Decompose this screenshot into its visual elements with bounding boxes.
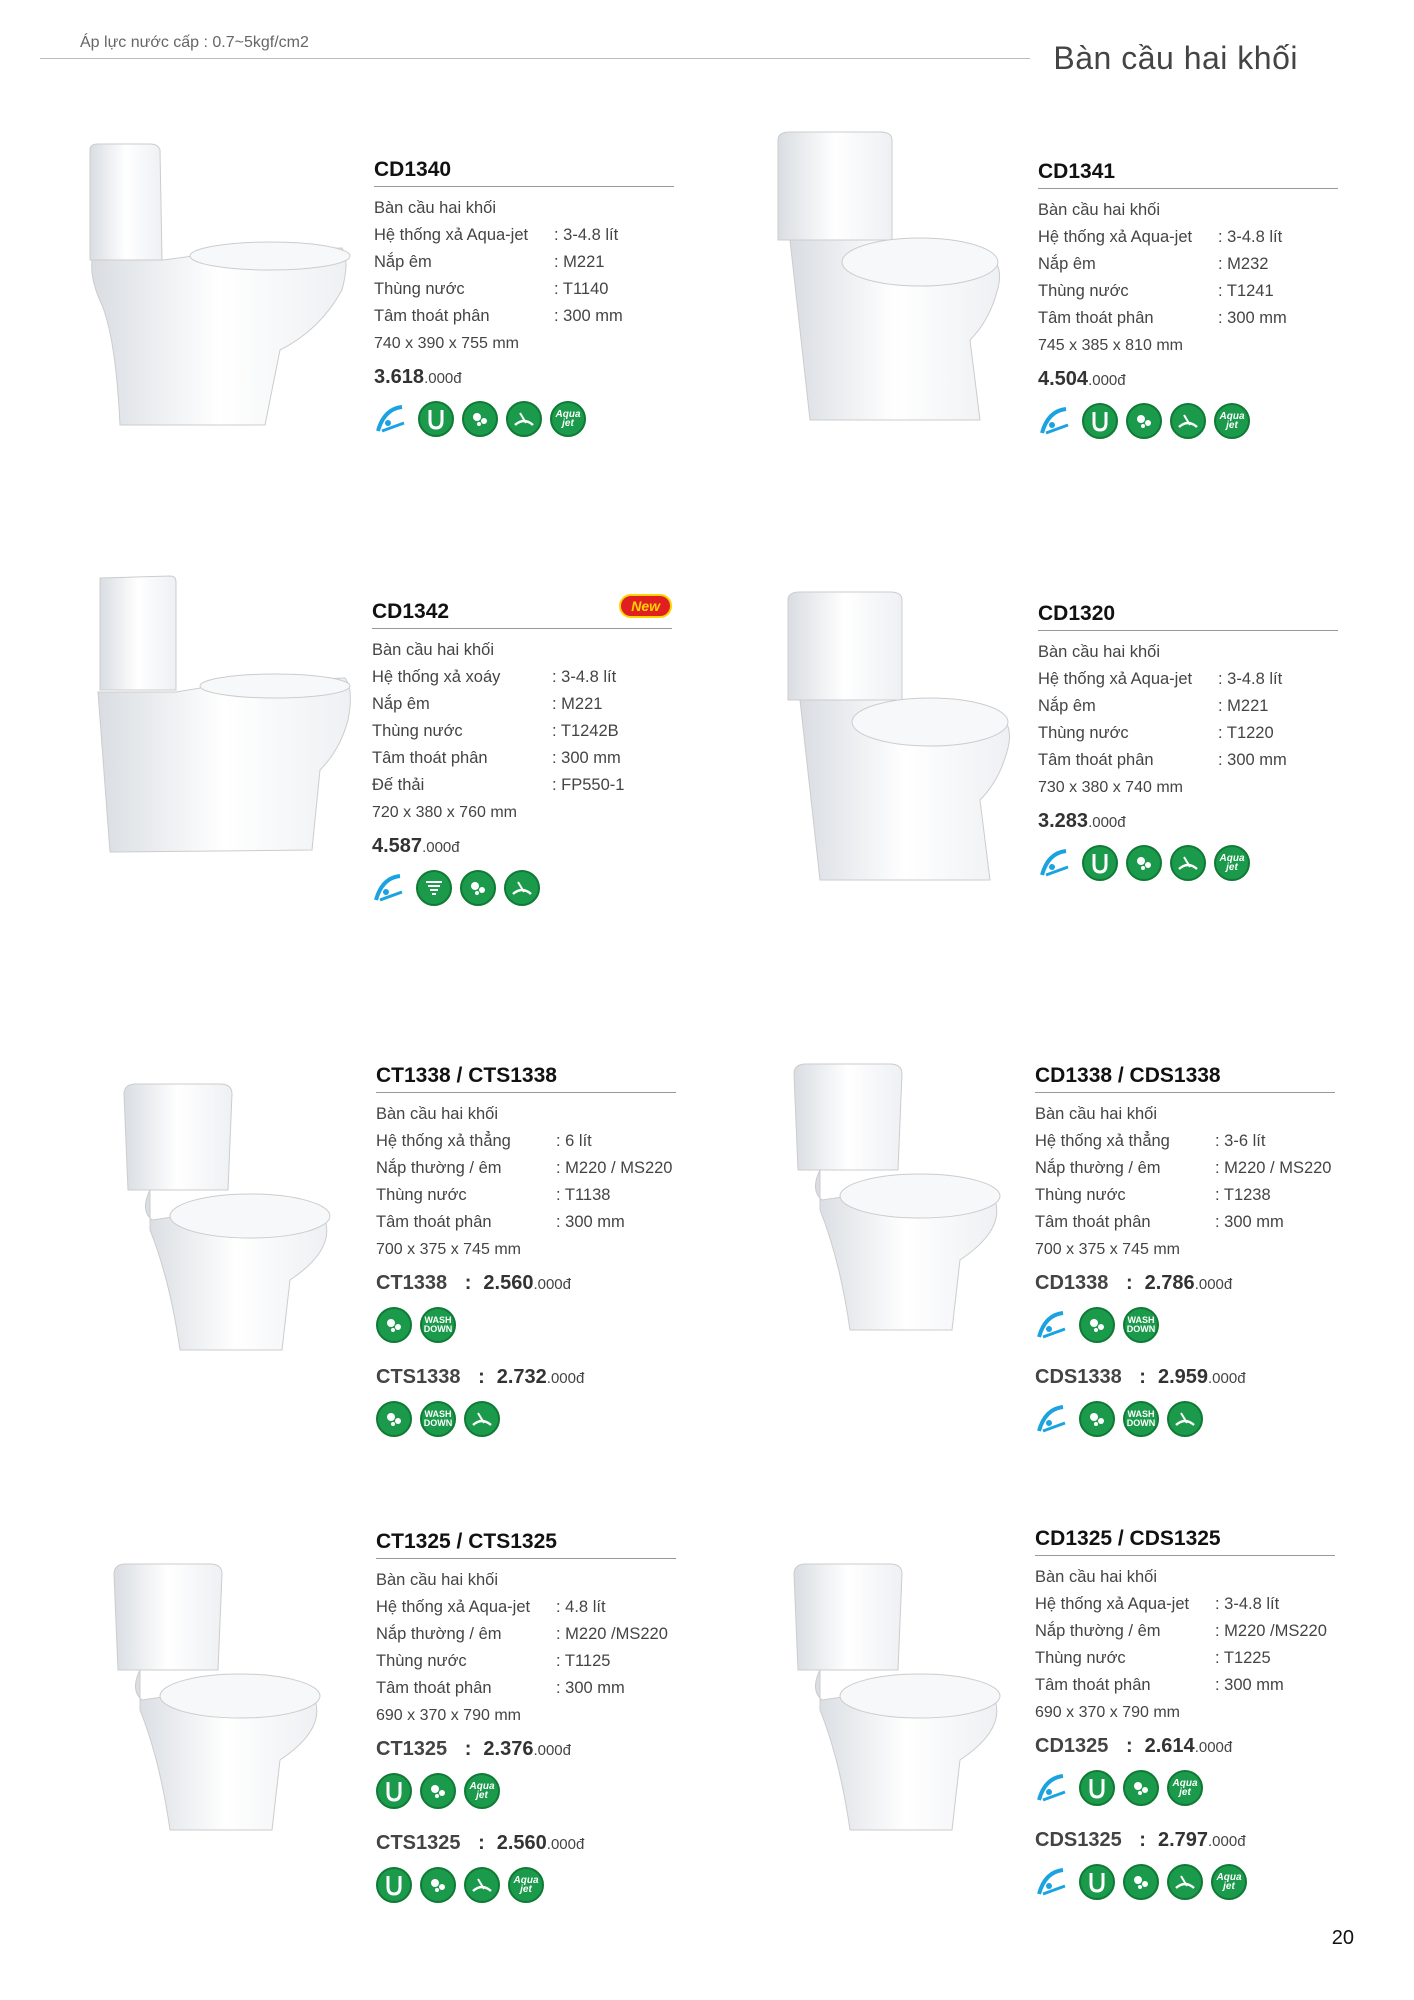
spec-value: : 4.8 lít	[556, 1598, 606, 1616]
price-model: CDS1325	[1035, 1829, 1122, 1851]
spec-row	[1035, 1645, 1335, 1672]
spec-label: Bàn cầu hai khối	[376, 1571, 499, 1589]
product-info	[1038, 602, 1338, 881]
wave-icon	[504, 870, 540, 906]
water-spray-icon	[1035, 1307, 1071, 1343]
bubble-icon	[376, 1401, 412, 1437]
spec-row	[1038, 251, 1338, 278]
spec-label: Bàn cầu hai khối	[1038, 201, 1161, 219]
price-line	[1035, 1732, 1335, 1762]
price-separator: :	[464, 1272, 472, 1294]
spec-row	[1038, 639, 1338, 666]
product-code: CD1342 New	[372, 600, 672, 629]
wave-icon	[464, 1401, 500, 1437]
dimension: 730 x 380 x 740 mm	[1038, 779, 1183, 796]
spec-label: Hệ thống xả thẳng	[376, 1132, 511, 1150]
u-trap-icon	[418, 401, 454, 437]
feature-icons	[1035, 1770, 1335, 1806]
spec-value: : 3-4.8 lít	[552, 668, 617, 686]
spec-label: Bàn cầu hai khối	[1035, 1568, 1158, 1586]
price-value: 2.959	[1157, 1366, 1209, 1388]
product-image	[770, 130, 1010, 435]
spec-value: : M221	[554, 253, 605, 271]
wash-down-icon: WASH DOWN	[420, 1307, 456, 1343]
price-value: 2.732	[496, 1366, 547, 1388]
header-divider	[40, 58, 1030, 59]
product-info	[1035, 1064, 1335, 1437]
dimension: 740 x 390 x 755 mm	[374, 335, 519, 352]
spec-label: Nắp êm	[1038, 697, 1096, 715]
bubble-icon	[1123, 1770, 1159, 1806]
price-separator: :	[1125, 1735, 1133, 1757]
spec-value: : T1125	[556, 1652, 611, 1670]
spec-label: Nắp thường / êm	[376, 1159, 502, 1177]
aqua-jet-icon: Aqua jet	[508, 1867, 544, 1903]
spec-value: : 3-6 lít	[1215, 1132, 1266, 1150]
aqua-jet-icon: Aqua jet	[1214, 403, 1250, 439]
spec-label: Thùng nước	[1038, 282, 1129, 300]
spec-label: Nắp thường / êm	[376, 1625, 502, 1643]
price-line	[1038, 365, 1338, 395]
wave-icon	[1167, 1401, 1203, 1437]
bubble-icon	[1126, 845, 1162, 881]
spec-label: Tâm thoát phân	[376, 1679, 492, 1697]
price-model: CDS1338	[1035, 1366, 1122, 1388]
spec-row	[1035, 1128, 1335, 1155]
bubble-icon	[376, 1307, 412, 1343]
spec-value: : 300 mm	[556, 1679, 625, 1697]
spec-value: : M221	[1218, 697, 1269, 715]
spec-value	[498, 1101, 676, 1128]
price-separator: :	[464, 1738, 472, 1760]
wave-icon	[1167, 1864, 1203, 1900]
price-value: 3.283	[1038, 810, 1089, 832]
spec-row	[1038, 666, 1338, 693]
feature-icons	[1035, 1864, 1335, 1900]
price-suffix: .000đ	[1208, 1833, 1246, 1850]
price-model: CT1338	[376, 1272, 448, 1294]
dimension: 700 x 375 x 745 mm	[376, 1241, 521, 1258]
bubble-icon	[1123, 1864, 1159, 1900]
product-code: CD1325 / CDS1325	[1035, 1527, 1335, 1556]
header-note: Áp lực nước cấp : 0.7~5kgf/cm2	[80, 34, 309, 51]
spec-row	[374, 303, 674, 330]
spec-row	[1038, 305, 1338, 332]
spec-label: Thùng nước	[372, 722, 463, 740]
product-image	[80, 140, 360, 445]
spec-value: : 300 mm	[554, 307, 623, 325]
product-code: CD1340	[374, 158, 674, 187]
spec-value: : T1140	[554, 280, 609, 298]
spec-label: Thùng nước	[376, 1652, 467, 1670]
spec-label: Hệ thống xả Aqua-jet	[374, 226, 529, 244]
feature-icons	[1035, 1401, 1335, 1437]
spec-value: : 300 mm	[1218, 309, 1287, 327]
dimension: 690 x 370 x 790 mm	[1035, 1704, 1180, 1721]
feature-icons	[1038, 403, 1338, 439]
spec-label: Thùng nước	[1035, 1649, 1126, 1667]
price-value: 2.786	[1144, 1272, 1195, 1294]
price-line	[372, 832, 672, 862]
spec-row	[374, 195, 674, 222]
feature-icons	[372, 870, 672, 906]
spec-label: Bàn cầu hai khối	[374, 199, 497, 217]
spec-label: Hệ thống xả Aqua-jet	[1035, 1595, 1190, 1613]
u-trap-icon	[1079, 1864, 1115, 1900]
feature-icons	[376, 1307, 676, 1343]
product-info	[374, 158, 674, 437]
aqua-jet-icon: Aqua jet	[1214, 845, 1250, 881]
u-trap-icon	[1082, 845, 1118, 881]
product-image	[780, 1060, 1010, 1345]
spec-row	[376, 1101, 676, 1128]
price-suffix: .000đ	[424, 370, 462, 387]
spec-label: Bàn cầu hai khối	[376, 1105, 499, 1123]
spec-label: Thùng nước	[1038, 724, 1129, 742]
spec-row	[1035, 1618, 1335, 1645]
price-model: CD1338	[1035, 1272, 1109, 1294]
price-line	[376, 1269, 676, 1299]
product-info	[376, 1064, 676, 1437]
product-image	[780, 1560, 1010, 1845]
spec-value: : 300 mm	[1215, 1213, 1284, 1231]
spec-row	[1038, 693, 1338, 720]
spec-row	[376, 1209, 676, 1236]
product-code: CD1341	[1038, 160, 1338, 189]
water-spray-icon	[1035, 1770, 1071, 1806]
product-code: CD1338 / CDS1338	[1035, 1064, 1335, 1093]
spec-label: Nắp thường / êm	[1035, 1622, 1161, 1640]
price-line	[1035, 1363, 1335, 1393]
feature-icons	[376, 1773, 676, 1809]
spec-row	[1035, 1591, 1335, 1618]
spec-value: : M220 /MS220	[1215, 1622, 1327, 1640]
wave-icon	[1170, 403, 1206, 439]
spec-row	[1035, 1672, 1335, 1699]
water-spray-icon	[1035, 1864, 1071, 1900]
spec-value: : 300 mm	[556, 1213, 625, 1231]
spec-value: : M220 / MS220	[556, 1159, 673, 1177]
u-trap-icon	[376, 1867, 412, 1903]
spec-row	[376, 1648, 676, 1675]
spec-value: : 3-4.8 lít	[1218, 228, 1283, 246]
spec-value	[1160, 197, 1338, 224]
product-code: CD1320	[1038, 602, 1338, 631]
water-spray-icon	[1038, 403, 1074, 439]
price-model: CTS1338	[376, 1366, 461, 1388]
spec-value: : M220 / MS220	[1215, 1159, 1332, 1177]
spec-row	[376, 1182, 676, 1209]
price-suffix: .000đ	[546, 1370, 585, 1387]
spec-value: : T1242B	[552, 722, 619, 740]
price-suffix: .000đ	[1194, 1739, 1233, 1756]
price-suffix: .000đ	[1208, 1370, 1246, 1387]
u-trap-icon	[1079, 1770, 1115, 1806]
feature-icons	[1035, 1307, 1335, 1343]
spec-value	[1160, 639, 1338, 666]
spec-row	[372, 691, 672, 718]
spec-value	[1157, 1101, 1335, 1128]
spec-row	[372, 718, 672, 745]
price-separator: :	[1139, 1366, 1146, 1388]
toilet-image	[80, 140, 360, 440]
spec-row	[1038, 224, 1338, 251]
toilet-image	[90, 570, 360, 870]
spec-value: : M221	[552, 695, 603, 713]
product-info	[1038, 160, 1338, 439]
spec-label: Nắp êm	[372, 695, 430, 713]
price-value: 2.614	[1144, 1735, 1195, 1757]
spec-row	[1035, 1564, 1335, 1591]
spec-label: Thùng nước	[1035, 1186, 1126, 1204]
water-spray-icon	[1038, 845, 1074, 881]
spec-value: : T1238	[1215, 1186, 1271, 1204]
feature-icons	[374, 401, 674, 437]
spec-label: Nắp êm	[1038, 255, 1096, 273]
price-suffix: .000đ	[1088, 814, 1126, 831]
aqua-jet-icon: Aqua jet	[1211, 1864, 1247, 1900]
wave-icon	[464, 1867, 500, 1903]
price-line	[376, 1735, 676, 1765]
spec-label: Tâm thoát phân	[1038, 309, 1154, 327]
spec-value: : M220 /MS220	[556, 1625, 668, 1643]
water-spray-icon	[1035, 1401, 1071, 1437]
spec-label: Hệ thống xả thẳng	[1035, 1132, 1170, 1150]
spec-value: : T1220	[1218, 724, 1274, 742]
price-separator: :	[1139, 1829, 1146, 1851]
price-suffix: .000đ	[546, 1836, 585, 1853]
price-value: 2.560	[496, 1832, 547, 1854]
u-trap-icon	[1082, 403, 1118, 439]
spec-row	[1035, 1209, 1335, 1236]
price-suffix: .000đ	[533, 1742, 571, 1759]
spec-row	[374, 276, 674, 303]
price-value: 2.376	[483, 1738, 534, 1760]
spec-value: : FP550-1	[552, 776, 625, 794]
spec-label: Thùng nước	[376, 1186, 467, 1204]
price-line	[376, 1829, 676, 1859]
spec-row	[376, 1567, 676, 1594]
spec-label: Nắp thường / êm	[1035, 1159, 1161, 1177]
price-value: 4.587	[372, 835, 423, 857]
spec-value: : M232	[1218, 255, 1269, 273]
spec-label: Đế thải	[372, 776, 425, 794]
dimension: 745 x 385 x 810 mm	[1038, 337, 1183, 354]
price-separator: :	[478, 1366, 485, 1388]
spec-label: Hệ thống xả Aqua-jet	[1038, 670, 1193, 688]
water-spray-icon	[372, 870, 408, 906]
product-info	[1035, 1527, 1335, 1900]
spec-row	[372, 745, 672, 772]
spec-value: : 6 lít	[556, 1132, 592, 1150]
toilet-image	[780, 1560, 1010, 1840]
price-suffix: .000đ	[1088, 372, 1126, 389]
aqua-jet-icon: Aqua jet	[1167, 1770, 1203, 1806]
spec-value	[498, 1567, 676, 1594]
feature-icons	[376, 1867, 676, 1903]
spec-value	[494, 637, 672, 664]
bubble-icon	[1079, 1401, 1115, 1437]
product-image	[90, 570, 360, 875]
spec-label: Tâm thoát phân	[372, 749, 488, 767]
price-line	[1038, 807, 1338, 837]
price-value: 2.797	[1157, 1829, 1209, 1851]
price-model: CT1325	[376, 1738, 448, 1760]
price-value: 2.560	[483, 1272, 534, 1294]
spec-row	[374, 222, 674, 249]
spec-label: Bàn cầu hai khối	[1038, 643, 1161, 661]
price-separator: :	[1125, 1272, 1133, 1294]
wash-down-icon: WASH DOWN	[1123, 1307, 1159, 1343]
spec-label: Hệ thống xả Aqua-jet	[376, 1598, 531, 1616]
spec-row	[374, 249, 674, 276]
product-image	[100, 1560, 330, 1845]
spec-row	[376, 1155, 676, 1182]
spec-row	[372, 772, 672, 799]
spec-value: : 3-4.8 lít	[554, 226, 619, 244]
spec-row	[376, 1594, 676, 1621]
toilet-image	[110, 1080, 340, 1360]
u-trap-icon	[376, 1773, 412, 1809]
swirl-icon	[416, 870, 452, 906]
bubble-icon	[1079, 1307, 1115, 1343]
spec-value: : 300 mm	[1215, 1676, 1284, 1694]
spec-label: Tâm thoát phân	[1035, 1676, 1151, 1694]
aqua-jet-icon: Aqua jet	[550, 401, 586, 437]
page-number: 20	[1331, 1927, 1354, 1949]
price-value: 4.504	[1038, 368, 1089, 390]
spec-label: Bàn cầu hai khối	[1035, 1105, 1158, 1123]
spec-label: Tâm thoát phân	[374, 307, 490, 325]
product-code: CT1325 / CTS1325	[376, 1530, 676, 1559]
spec-row	[376, 1128, 676, 1155]
spec-label: Tâm thoát phân	[1035, 1213, 1151, 1231]
price-suffix: .000đ	[533, 1276, 571, 1293]
price-model: CTS1325	[376, 1832, 461, 1854]
feature-icons	[1038, 845, 1338, 881]
spec-label: Hệ thống xả xoáy	[372, 668, 501, 686]
spec-row	[1038, 278, 1338, 305]
toilet-image	[770, 130, 1010, 430]
wash-down-icon: WASH DOWN	[420, 1401, 456, 1437]
toilet-image	[780, 590, 1020, 890]
dimension: 700 x 375 x 745 mm	[1035, 1241, 1180, 1258]
bubble-icon	[420, 1867, 456, 1903]
spec-label: Tâm thoát phân	[376, 1213, 492, 1231]
spec-value: : T1225	[1215, 1649, 1271, 1667]
dimension: 690 x 370 x 790 mm	[376, 1707, 521, 1724]
product-image	[780, 590, 1020, 895]
product-code: CT1338 / CTS1338	[376, 1064, 676, 1093]
spec-value: : 3-4.8 lít	[1218, 670, 1283, 688]
price-value: 3.618	[374, 366, 425, 388]
bubble-icon	[460, 870, 496, 906]
spec-row	[1038, 747, 1338, 774]
product-image	[110, 1080, 340, 1365]
bubble-icon	[420, 1773, 456, 1809]
price-suffix: .000đ	[1194, 1276, 1233, 1293]
spec-label: Nắp êm	[374, 253, 432, 271]
page-title: Bàn cầu hai khối	[1053, 40, 1298, 76]
spec-row	[1035, 1182, 1335, 1209]
spec-value	[496, 195, 674, 222]
spec-row	[376, 1621, 676, 1648]
bubble-icon	[1126, 403, 1162, 439]
wave-icon	[1170, 845, 1206, 881]
spec-label: Hệ thống xả Aqua-jet	[1038, 228, 1193, 246]
spec-value: : 300 mm	[552, 749, 621, 767]
spec-row	[1035, 1101, 1335, 1128]
toilet-image	[100, 1560, 330, 1840]
spec-value: : 3-4.8 lít	[1215, 1595, 1280, 1613]
wash-down-icon: WASH DOWN	[1123, 1401, 1159, 1437]
toilet-image	[780, 1060, 1010, 1340]
price-line	[376, 1363, 676, 1393]
spec-label: Bàn cầu hai khối	[372, 641, 495, 659]
water-spray-icon	[374, 401, 410, 437]
spec-value: : T1241	[1218, 282, 1274, 300]
spec-row	[376, 1675, 676, 1702]
bubble-icon	[462, 401, 498, 437]
wave-icon	[506, 401, 542, 437]
price-suffix: .000đ	[422, 839, 460, 856]
aqua-jet-icon: Aqua jet	[464, 1773, 500, 1809]
price-model: CD1325	[1035, 1735, 1109, 1757]
spec-row	[372, 637, 672, 664]
product-info	[376, 1530, 676, 1903]
spec-row	[1035, 1155, 1335, 1182]
spec-row	[1038, 720, 1338, 747]
dimension: 720 x 380 x 760 mm	[372, 804, 517, 821]
new-badge: New	[619, 594, 672, 618]
price-line	[1035, 1269, 1335, 1299]
feature-icons	[376, 1401, 676, 1437]
price-line	[374, 363, 674, 393]
spec-label: Thùng nước	[374, 280, 465, 298]
spec-value: : 300 mm	[1218, 751, 1287, 769]
spec-row	[1038, 197, 1338, 224]
spec-value: : T1138	[556, 1186, 611, 1204]
spec-value	[1157, 1564, 1335, 1591]
price-line	[1035, 1826, 1335, 1856]
spec-label: Tâm thoát phân	[1038, 751, 1154, 769]
product-info	[372, 600, 672, 906]
spec-row	[372, 664, 672, 691]
price-separator: :	[478, 1832, 485, 1854]
